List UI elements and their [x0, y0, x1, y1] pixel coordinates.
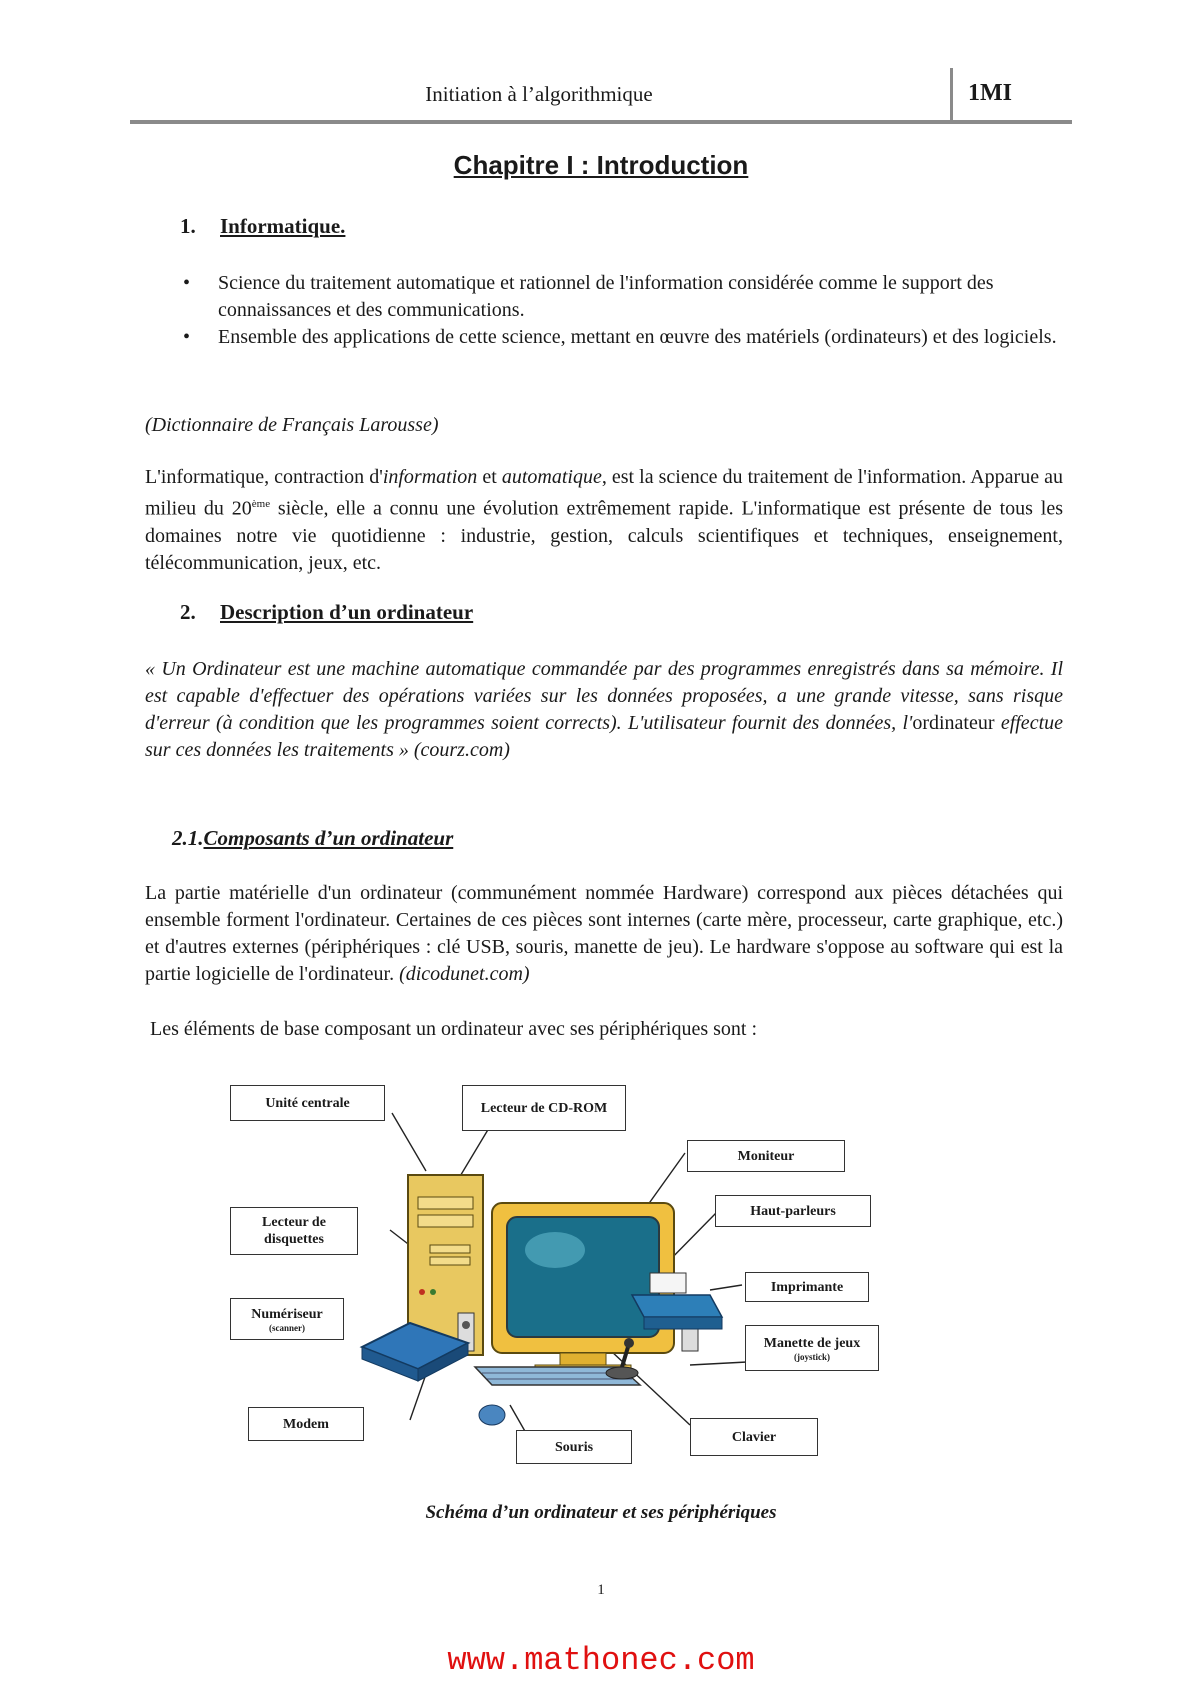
label-souris: Souris	[516, 1430, 632, 1464]
text-span: ordinateur	[912, 712, 995, 734]
section-1-title: Informatique.	[220, 214, 346, 238]
text-span: La partie matérielle d'un ordinateur (communément nommée Hardware) correspond aux pièces détachées qui ensemble forment l'ordinateur. Certaines de ces pièces sont internes (carte mère, processeur, carte graphique, etc.) et d'autres externes (périphériques : clé USB, souris, manette de jeu). Le hardware s'oppose au software qui est la partie logicielle de l'ordinateur.	[145, 882, 1063, 985]
label-numeriseur-sub: (scanner)	[269, 1322, 305, 1333]
label-manette-sub: (joystick)	[794, 1351, 830, 1362]
larousse-source: (Dictionnaire de Français Larousse)	[145, 414, 439, 436]
label-lecteur-cdrom: Lecteur de CD-ROM	[462, 1085, 626, 1131]
monitor-icon	[492, 1203, 674, 1375]
label-numeriseur-text: Numériseur	[251, 1306, 323, 1322]
header-course-code: 1MI	[968, 80, 1012, 106]
mouse-icon	[479, 1405, 505, 1425]
bullet-item: • Science du traitement automatique et rationnel de l'information considérée comme le support des connaissances et des communications.	[180, 270, 1060, 324]
bullet-item: • Ensemble des applications de cette science, mettant en œuvre des matériels (ordinateurs) et des logiciels.	[180, 324, 1060, 351]
label-clavier: Clavier	[690, 1418, 818, 1456]
label-haut-parleurs: Haut-parleurs	[715, 1195, 871, 1227]
dicodunet-source: (dicodunet.com)	[399, 963, 530, 985]
section-2-1-heading	[172, 826, 453, 851]
hardware-paragraph	[145, 880, 1063, 988]
diagram-caption: Schéma d’un ordinateur et ses périphériques	[425, 1502, 777, 1523]
section-2-number: 2.	[180, 600, 196, 624]
text-span: effectue sur ces données les traitements » (courz.com)	[145, 712, 1063, 761]
informatique-paragraph	[145, 464, 1063, 577]
text-span: automatique	[501, 466, 602, 488]
text-span: siècle, elle a connu une évolution extrêmement rapide. L'informatique est présente de tous les domaines notre vie quotidienne : industrie, gestion, calculs scientifiques et techniques, enseignement, télécommunication, jeux, etc.	[145, 497, 1063, 574]
chapter-title: Chapitre I : Introduction	[453, 150, 749, 180]
computer-diagram	[230, 1085, 990, 1475]
watermark: www.mathonec.com	[447, 1642, 755, 1679]
superscript: ème	[251, 498, 271, 510]
label-moniteur: Moniteur	[687, 1140, 845, 1172]
ordinateur-definition-quote	[145, 656, 1063, 764]
text-span: et	[477, 466, 502, 488]
header-title: Initiation à l’algorithmique	[425, 82, 653, 106]
page-header	[130, 78, 1072, 124]
label-imprimante: Imprimante	[745, 1272, 869, 1302]
page-number: 1	[597, 1582, 605, 1598]
text-span: L'informatique, contraction d'	[145, 466, 383, 488]
label-manette-jeux	[745, 1325, 879, 1371]
label-lecteur-disquettes: Lecteur de disquettes	[230, 1207, 358, 1255]
section-2-1-title: Composants d’un ordinateur	[203, 826, 454, 850]
text-span: , est la science du traitement de l'information. Apparue au milieu du 20	[145, 466, 1064, 520]
label-modem: Modem	[248, 1407, 364, 1441]
section-1-number: 1.	[180, 214, 196, 238]
label-numeriseur	[230, 1298, 344, 1340]
section-1-bullets	[180, 270, 1060, 351]
section-2-heading	[180, 600, 473, 625]
text-span: « Un Ordinateur est une machine automatique commandée par des programmes enregistrés dans sa mémoire. Il est capable d'effectuer des opérations variées sur les données proposées, a une grande vitesse, sans risque d'erreur (à condition que les programmes soient corrects). L'utilisateur fournit des données, l'	[145, 658, 1063, 734]
header-divider	[950, 68, 953, 122]
section-1-heading	[180, 214, 345, 239]
label-manette-text: Manette de jeux	[763, 1335, 861, 1351]
section-2-title: Description d’un ordinateur	[220, 600, 474, 624]
label-unite-centrale: Unité centrale	[230, 1085, 385, 1121]
text-span: information	[382, 466, 478, 488]
components-intro: Les éléments de base composant un ordinateur avec ses périphériques sont :	[150, 1018, 758, 1040]
section-2-1-number: 2.1.	[172, 826, 204, 850]
